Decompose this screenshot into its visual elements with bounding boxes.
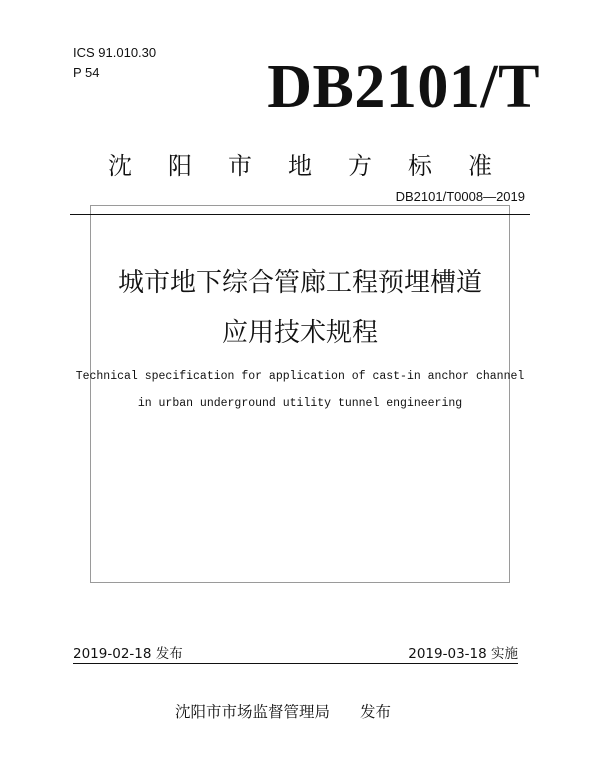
standard-code: DB2101/T: [267, 53, 540, 121]
header-divider: [70, 214, 530, 215]
standard-category: 沈阳市地方标准: [108, 152, 528, 180]
title-en-line2: in urban underground utility tunnel engineering: [137, 397, 463, 410]
title-zh-line1: 城市地下综合管廊工程预埋槽道: [117, 268, 482, 298]
issuer-action: 发布: [360, 703, 392, 721]
ccs-code: P 54: [73, 65, 100, 80]
issue-date: 2019-02-18 发布: [73, 646, 183, 662]
title-en-line1: Technical specification for application of cast-in anchor channel: [75, 370, 525, 383]
title-frame: [90, 205, 510, 583]
ics-code: ICS 91.010.30: [73, 45, 157, 60]
title-zh-line2: 应用技术规程: [221, 318, 378, 348]
implementation-date: 2019-03-18 实施: [408, 646, 518, 662]
document-number: DB2101/T0008—2019: [395, 189, 525, 204]
footer-divider: [73, 663, 518, 664]
issuer-name: 沈阳市市场监督管理局: [175, 703, 331, 721]
